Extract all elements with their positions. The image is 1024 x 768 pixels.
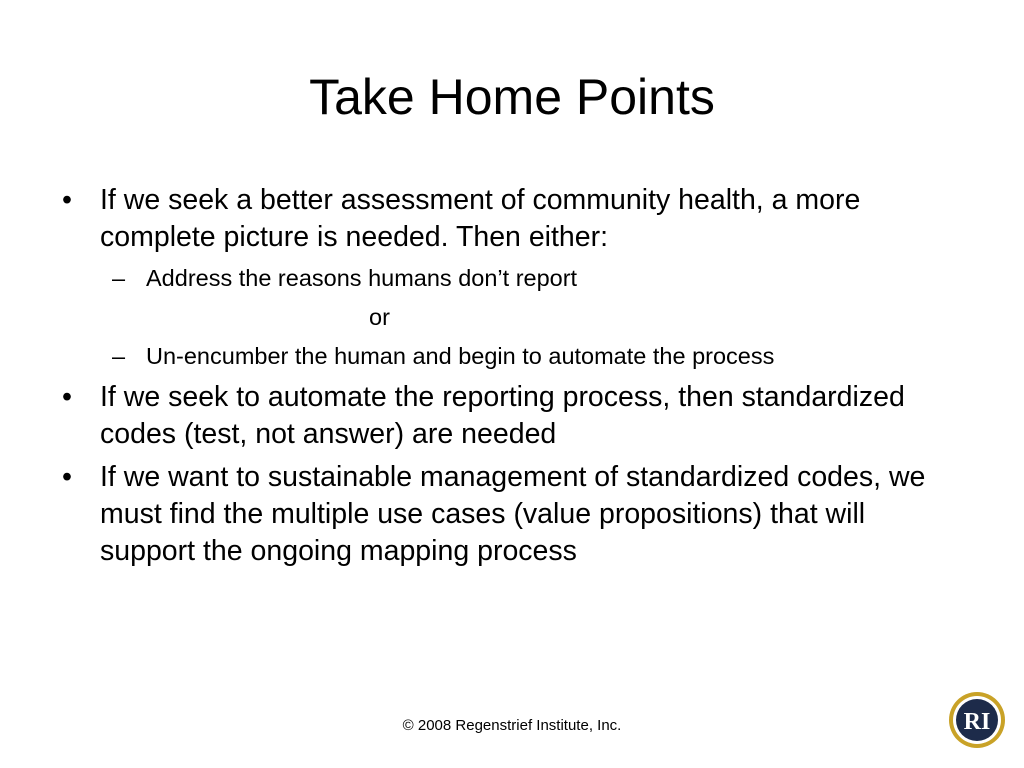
sub-bullet-item bbox=[62, 262, 967, 294]
bullet-text: If we want to sustainable management of standardized codes, we must find the multiple use cases (value propositions) that will support the ongoing mapping process bbox=[100, 461, 926, 567]
copyright-footer: © 2008 Regenstrief Institute, Inc. bbox=[402, 717, 622, 734]
slide-title: Take Home Points bbox=[309, 69, 715, 125]
bullet-text: If we seek to automate the reporting process, then standardized codes (test, not answer) are needed bbox=[100, 381, 905, 450]
bullet-marker: • bbox=[62, 381, 72, 413]
dash-marker: – bbox=[112, 343, 126, 369]
dash-marker: – bbox=[112, 265, 126, 291]
sub-bullet-text: Un-encumber the human and begin to automate the process bbox=[146, 343, 775, 369]
bullet-marker: • bbox=[62, 184, 72, 216]
bullet-item bbox=[62, 182, 967, 256]
or-text: or bbox=[369, 304, 390, 330]
svg-text:RI: RI bbox=[963, 709, 991, 735]
regenstrief-logo-icon bbox=[947, 690, 1007, 750]
bullet-marker: • bbox=[62, 461, 72, 493]
sub-bullet-item bbox=[62, 340, 967, 372]
bullet-item bbox=[62, 459, 967, 570]
bullet-text: If we seek a better assessment of community health, a more complete picture is needed. Then either: bbox=[100, 184, 861, 253]
slide-content bbox=[62, 182, 967, 576]
bullet-item bbox=[62, 379, 967, 453]
sub-bullet-text: Address the reasons humans don’t report bbox=[146, 265, 578, 291]
